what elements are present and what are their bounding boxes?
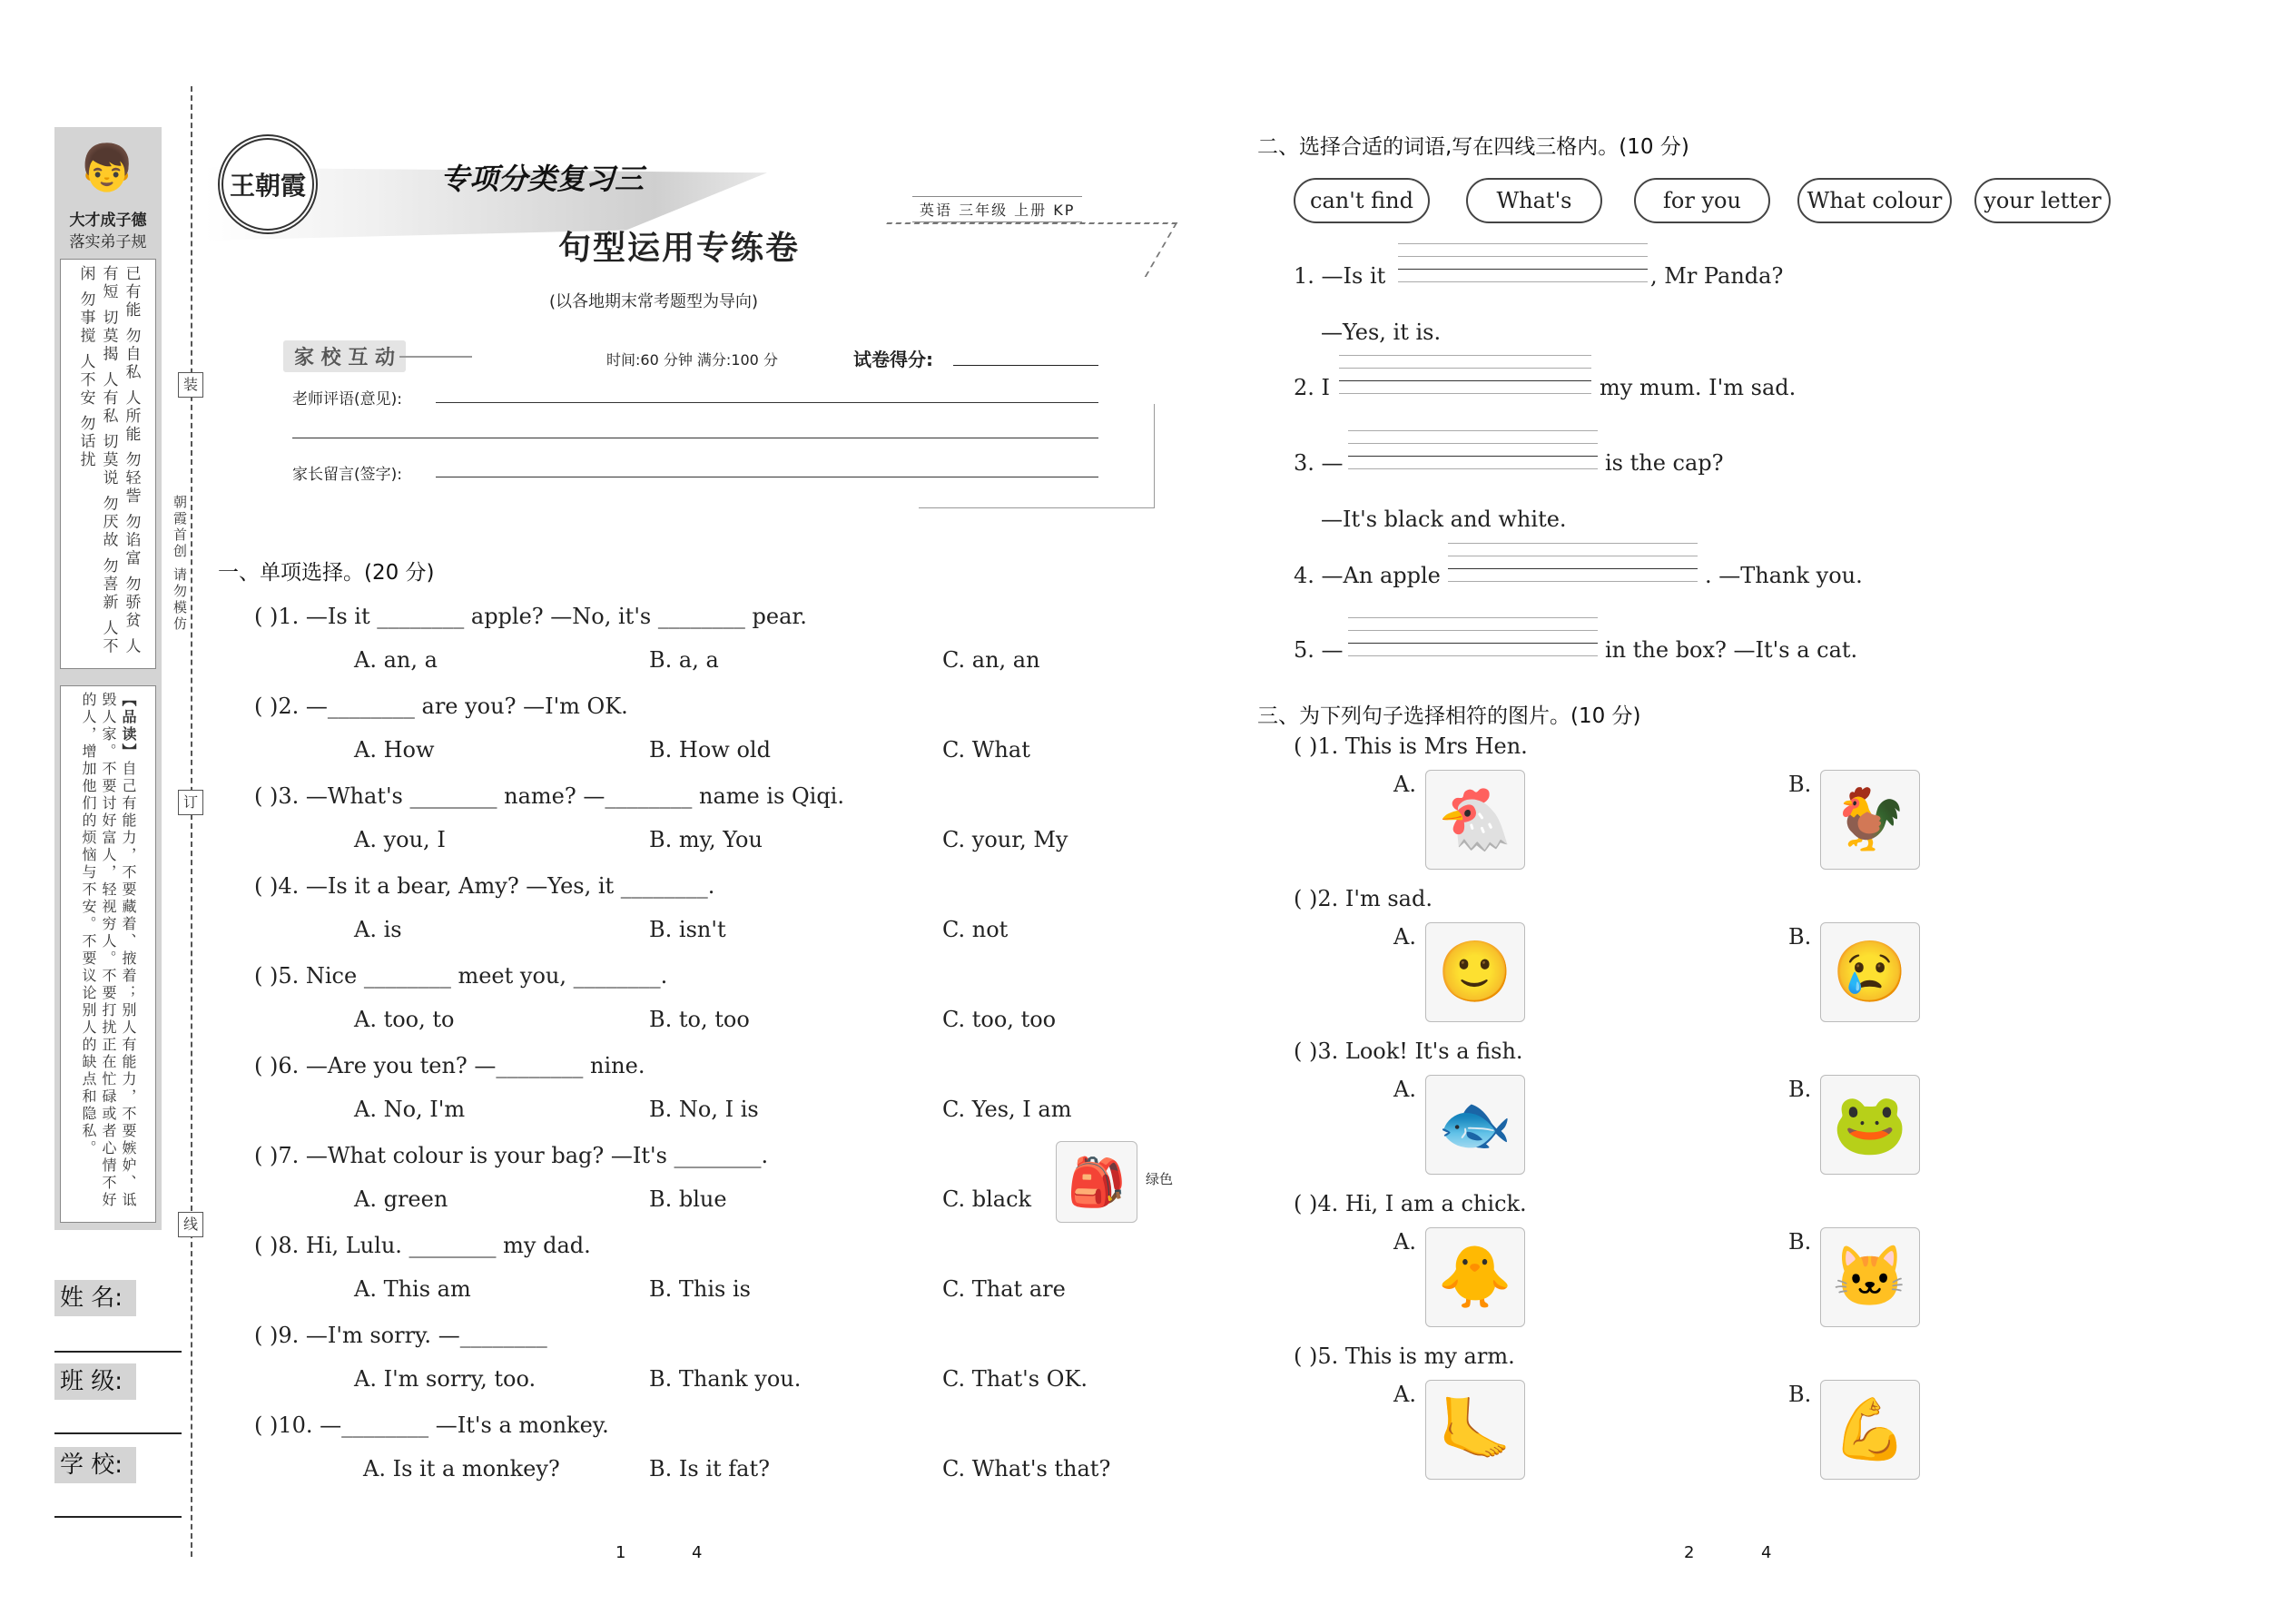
sidebar-caption-1: 大才成子德 (69, 212, 147, 230)
fill-item-suffix: is the cap? (1605, 450, 1724, 476)
picture-option-a-label[interactable]: A. (1393, 1229, 1416, 1255)
grid-line (1348, 655, 1598, 656)
reading-label: 【品读】 (120, 692, 137, 761)
picture-b-icon[interactable]: 🐱 (1820, 1227, 1920, 1327)
picture-question: ( )5. This is my arm. (1294, 1343, 1515, 1369)
option-whats: What's (1466, 178, 1602, 223)
option-b[interactable]: B. a, a (649, 647, 719, 673)
option-what-colour: What colour (1797, 178, 1952, 223)
option-c[interactable]: C. your, My (942, 827, 1068, 852)
picture-a-icon[interactable]: 🐔 (1425, 770, 1525, 870)
picture-option-b-label[interactable]: B. (1788, 1382, 1812, 1407)
grid-line (1448, 581, 1698, 582)
option-b[interactable]: B. This is (649, 1276, 751, 1302)
logo-text: 王朝霞 (229, 171, 306, 201)
bag-color-label: 绿色 (1146, 1171, 1174, 1187)
option-b[interactable]: B. isn't (649, 917, 726, 942)
option-cant-find: can't find (1294, 178, 1430, 223)
page-number-left-1: 1 (615, 1543, 626, 1562)
option-c[interactable]: C. That are (942, 1276, 1066, 1302)
fill-item-reply: —It's black and white. (1321, 507, 1567, 532)
grid-line (1448, 543, 1698, 544)
fill-item-prefix: 1. —Is it (1294, 263, 1386, 289)
option-a[interactable]: A. This am (354, 1276, 471, 1302)
page-title: 句型运用专练卷 (558, 229, 801, 267)
question-stem: ( )2. —________ are you? —I'm OK. (254, 694, 628, 719)
question-stem: ( )5. Nice ________ meet you, ________. (254, 963, 668, 989)
side-note: 朝霞首创 请勿模仿 (172, 495, 188, 633)
grid-line (1398, 243, 1648, 244)
picture-option-b-label[interactable]: B. (1788, 924, 1812, 950)
motto-text: 已有能 勿自私 人所能 勿轻訾 勿谄富 勿骄贫 人有短 切莫揭 人有私 切莫说 勿厌故 勿喜新 人不闲 勿事搅 人不安 勿话扰 (76, 265, 141, 656)
reading-box (60, 685, 156, 1223)
time-score: 时间:60 分钟 满分:100 分 (606, 351, 778, 369)
picture-option-b-label[interactable]: B. (1788, 1077, 1812, 1102)
grid-line (1348, 443, 1598, 444)
teacher-comment-field[interactable] (436, 402, 1098, 403)
option-b[interactable]: B. my, You (649, 827, 763, 852)
option-a[interactable]: A. green (354, 1186, 448, 1212)
picture-option-a-label[interactable]: A. (1393, 924, 1416, 950)
motto-box (60, 259, 156, 669)
fill-item-prefix: 2. I (1294, 375, 1331, 400)
fill-item-suffix: , Mr Panda? (1650, 263, 1784, 289)
grid-line (1448, 568, 1698, 569)
option-your-letter: your letter (1974, 178, 2111, 223)
option-a[interactable]: A. I'm sorry, too. (354, 1366, 537, 1392)
cut-mark-2: 订 (178, 790, 203, 815)
cut-mark-3: 线 (178, 1212, 203, 1237)
option-a[interactable]: A. No, I'm (354, 1097, 466, 1122)
picture-b-icon[interactable]: 😢 (1820, 922, 1920, 1022)
meta-tag: 英语 三年级 上册 KP (912, 196, 1082, 222)
option-b[interactable]: B. blue (649, 1186, 727, 1212)
option-b[interactable]: B. Is it fat? (649, 1456, 770, 1481)
parent-note-label: 家长留言(签字): (292, 466, 402, 484)
question-stem: ( )3. —What's ________ name? —________ name is Qiqi. (254, 783, 844, 809)
picture-b-icon[interactable]: 🐓 (1820, 770, 1920, 870)
page-number-right-2: 4 (1761, 1543, 1772, 1562)
grid-line (1348, 643, 1598, 644)
meta-dashline (856, 222, 1178, 277)
grid-line (1398, 281, 1648, 282)
school-label: 学 校: (54, 1447, 136, 1483)
series-title: 专项分类复习三 (440, 162, 645, 196)
grid-line (1398, 269, 1648, 270)
option-c[interactable]: C. black (942, 1186, 1032, 1212)
page-number-left-2: 4 (692, 1543, 703, 1562)
question-stem: ( )10. —________ —It's a monkey. (254, 1412, 609, 1438)
option-c[interactable]: C. too, too (942, 1007, 1057, 1032)
option-b[interactable]: B. to, too (649, 1007, 750, 1032)
grid-line (1339, 368, 1591, 369)
fill-item-prefix: 4. —An apple (1294, 563, 1441, 588)
fill-item-suffix: . —Thank you. (1705, 563, 1863, 588)
option-b[interactable]: B. How old (649, 737, 771, 763)
option-for-you: for you (1634, 178, 1770, 223)
cut-line (191, 86, 192, 1557)
page-subtitle: (以各地期末常考题型为导向) (549, 292, 759, 311)
home-school-badge: 家 校 互 动 (283, 340, 406, 372)
name-field[interactable] (54, 1334, 182, 1353)
question-stem: ( )6. —Are you ten? —________ nine. (254, 1053, 645, 1078)
picture-question: ( )2. I'm sad. (1294, 886, 1433, 911)
picture-option-a-label[interactable]: A. (1393, 1382, 1416, 1407)
picture-option-b-label[interactable]: B. (1788, 1229, 1812, 1255)
cut-mark-1: 装 (178, 372, 203, 398)
school-field[interactable] (54, 1500, 182, 1518)
grid-line (1348, 630, 1598, 631)
picture-question: ( )1. This is Mrs Hen. (1294, 733, 1528, 759)
picture-option-a-label[interactable]: A. (1393, 772, 1416, 797)
question-stem: ( )4. —Is it a bear, Amy? —Yes, it ________. (254, 873, 715, 899)
option-a[interactable]: A. an, a (354, 647, 438, 673)
teacher-comment-label: 老师评语(意见): (292, 390, 402, 408)
option-b[interactable]: B. Thank you. (649, 1366, 802, 1392)
picture-b-icon[interactable]: 🐸 (1820, 1075, 1920, 1175)
option-a[interactable]: A. too, to (354, 1007, 455, 1032)
picture-a-icon[interactable]: 🦶 (1425, 1380, 1525, 1480)
name-label: 姓 名: (54, 1280, 136, 1316)
grid-line (1348, 617, 1598, 618)
question-stem: ( )9. —I'm sorry. —________ (254, 1323, 547, 1348)
brand-logo (218, 134, 318, 234)
option-c[interactable]: C. not (942, 917, 1009, 942)
page-number-right-1: 2 (1684, 1543, 1695, 1562)
option-c[interactable]: C. That's OK. (942, 1366, 1088, 1392)
fill-item-suffix: in the box? —It's a cat. (1605, 637, 1858, 663)
grid-line (1339, 393, 1591, 394)
fill-item-prefix: 3. — (1294, 450, 1344, 476)
question-stem: ( )7. —What colour is your bag? —It's ________. (254, 1143, 769, 1168)
fill-item-suffix: my mum. I'm sad. (1600, 375, 1797, 400)
option-c[interactable]: C. What (942, 737, 1030, 763)
option-b[interactable]: B. No, I is (649, 1097, 759, 1122)
four-line-grid[interactable] (1339, 355, 1591, 406)
picture-question: ( )4. Hi, I am a chick. (1294, 1191, 1527, 1216)
fill-item-reply: —Yes, it is. (1321, 320, 1442, 345)
home-school-rule (399, 356, 472, 358)
fill-item-prefix: 5. — (1294, 637, 1344, 663)
grid-line (1348, 468, 1598, 469)
score-label: 试卷得分: (853, 349, 933, 370)
picture-b-icon[interactable]: 💪 (1820, 1380, 1920, 1480)
picture-a-icon[interactable]: 🐥 (1425, 1227, 1525, 1327)
picture-a-icon[interactable]: 🙂 (1425, 922, 1525, 1022)
option-c[interactable]: C. an, an (942, 647, 1040, 673)
grid-line (1398, 256, 1648, 257)
section3-heading: 三、为下列句子选择相符的图片。(10 分) (1257, 704, 1641, 728)
option-a[interactable]: A. How (354, 737, 435, 763)
option-c[interactable]: C. Yes, I am (942, 1097, 1072, 1122)
option-a[interactable]: A. you, I (354, 827, 446, 852)
class-label: 班 级: (54, 1363, 136, 1400)
score-field[interactable] (953, 365, 1098, 366)
question-stem: ( )8. Hi, Lulu. ________ my dad. (254, 1233, 591, 1258)
reading-text: 自己有能力，不要藏着、掖着；别人有能力，不要嫉妒、诋毁人家。不要讨好富人，轻视穷人。不要打扰正在忙碌或者心情不好的人，增加他们的烦恼与不安。不要议论别人的缺点和隐私。 (80, 692, 137, 1209)
option-a[interactable]: A. is (354, 917, 402, 942)
picture-option-b-label[interactable]: B. (1788, 772, 1812, 797)
section2-heading: 二、选择合适的词语,写在四线三格内。(10 分) (1257, 135, 1689, 159)
mascot-icon: 👦 (78, 142, 136, 194)
option-a[interactable]: A. Is it a monkey? (363, 1456, 560, 1481)
picture-a-icon[interactable]: 🐟 (1425, 1075, 1525, 1175)
four-line-grid[interactable] (1398, 243, 1648, 294)
grid-line (1348, 456, 1598, 457)
section1-heading: 一、单项选择。(20 分) (218, 561, 435, 585)
grid-line (1339, 380, 1591, 381)
question-stem: ( )1. —Is it ________ apple? —No, it's ________ pear. (254, 604, 807, 629)
four-line-grid[interactable] (1348, 617, 1598, 668)
header-frame (919, 404, 1155, 508)
four-line-grid[interactable] (1348, 430, 1598, 481)
grid-line (1348, 430, 1598, 431)
four-line-grid[interactable] (1448, 543, 1698, 594)
picture-question: ( )3. Look! It's a fish. (1294, 1038, 1523, 1064)
option-c[interactable]: C. What's that? (942, 1456, 1111, 1481)
sidebar-caption-2: 落实弟子规 (69, 233, 147, 251)
grid-line (1339, 355, 1591, 356)
bag-icon: 🎒 (1056, 1141, 1137, 1223)
picture-option-a-label[interactable]: A. (1393, 1077, 1416, 1102)
class-field[interactable] (54, 1416, 182, 1434)
